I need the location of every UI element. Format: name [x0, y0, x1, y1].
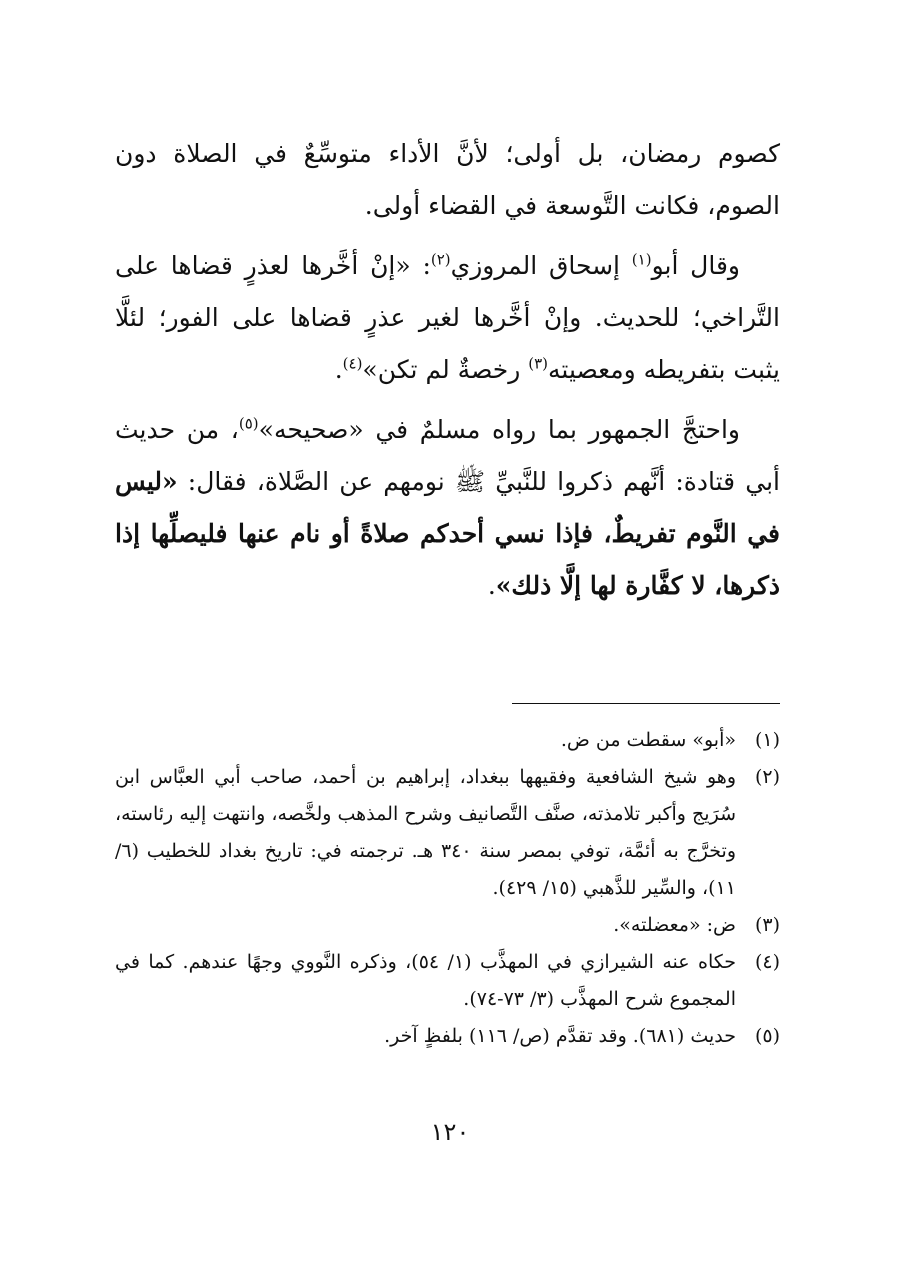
paragraph-2	[115, 240, 780, 396]
footnote-ref-5[interactable]: (٥)	[238, 414, 259, 433]
footnote-number: (٢)	[754, 766, 780, 788]
footnote-number: (٥)	[754, 1025, 780, 1047]
footnote-text: حديث (٦٨١). وقد تقدَّم (ص/ ١١٦) بلفظٍ آخر.	[384, 1025, 736, 1047]
footnote-divider	[512, 703, 780, 704]
page-number: ١٢٠	[430, 1118, 470, 1146]
paragraph-3-text-a: واحتجَّ الجمهور بما رواه مسلمٌ في «صحيحه»	[258, 415, 741, 444]
footnote-3	[115, 907, 780, 944]
footnote-number: (٤)	[754, 951, 780, 973]
paragraph-2-text-e: .	[334, 355, 343, 384]
footnote-ref-2[interactable]: (٢)	[430, 250, 451, 269]
paragraph-2-text-a: وقال أبو	[651, 251, 740, 280]
footnote-text: وهو شيخ الشافعية وفقيهها ببغداد، إبراهيم بن أحمد، صاحب أبي العبَّاس ابن سُرَيج وأكبر تلامذته، صنَّف التَّصانيف وشرح المذهب ولخَّصه، وانتهت إليه رئاسته، وتخرَّج به أئمَّة، توفي بمصر سنة ٣٤٠ هـ. ترجمته في: تاريخ بغداد للخطيب (٦/ ١١)، والسِّير للذَّهبي (١٥/ ٤٢٩).	[115, 766, 736, 899]
footnote-text: حكاه عنه الشيرازي في المهذَّب (١/ ٥٤)، وذكره النَّووي وجهًا عندهم. كما في المجموع شرح المهذَّب (٣/ ٧٣-٧٤).	[115, 951, 736, 1010]
footnote-text: «أبو» سقطت من ض.	[560, 729, 736, 751]
footnote-number: (٣)	[754, 914, 780, 936]
footnote-ref-1[interactable]: (١)	[631, 250, 652, 269]
paragraph-1	[115, 128, 780, 232]
footnote-5	[115, 1018, 780, 1055]
paragraph-3-text-b: ، من حديث أبي قتادة: أنَّهم ذكروا للنَّبيِّ ﷺ نومهم عن الصَّلاة، فقال:	[115, 415, 780, 496]
footnote-ref-3[interactable]: (٣)	[528, 354, 548, 373]
paragraph-2-text-c: : «إنْ أخَّرها لعذرٍ قضاها على التَّراخي؛ للحديث. وإنْ أخَّرها لغير عذرٍ قضاها على الفور؛ لئلَّا يثبت بتفريطه ومعصيته	[115, 251, 780, 384]
footnote-1	[115, 722, 780, 759]
main-text	[115, 128, 780, 620]
footnotes	[115, 722, 780, 1055]
footnote-2	[115, 759, 780, 907]
paragraph-2-text-d: رخصةٌ لم تكن»	[362, 355, 529, 384]
footnote-number: (١)	[754, 729, 780, 751]
footnote-ref-4[interactable]: (٤)	[342, 354, 363, 373]
footnote-4	[115, 944, 780, 1018]
paragraph-3	[115, 404, 780, 612]
paragraph-1-text: كصوم رمضان، بل أولى؛ لأنَّ الأداء متوسِّعٌ في الصلاة دون الصوم، فكانت التَّوسعة في القضاء أولى.	[115, 139, 780, 220]
paragraph-2-text-b: إسحاق المروزي	[450, 251, 632, 280]
footnote-text: ض: «معضلته».	[613, 914, 736, 936]
paragraph-3-text-c: .	[487, 571, 496, 600]
hadith-quote: «ليس في النَّوم تفريطٌ، فإذا نسي أحدكم صلاةً أو نام عنها فليصلِّها إذا ذكرها، لا كفَّارة لها إلَّا ذلك»	[115, 467, 780, 600]
